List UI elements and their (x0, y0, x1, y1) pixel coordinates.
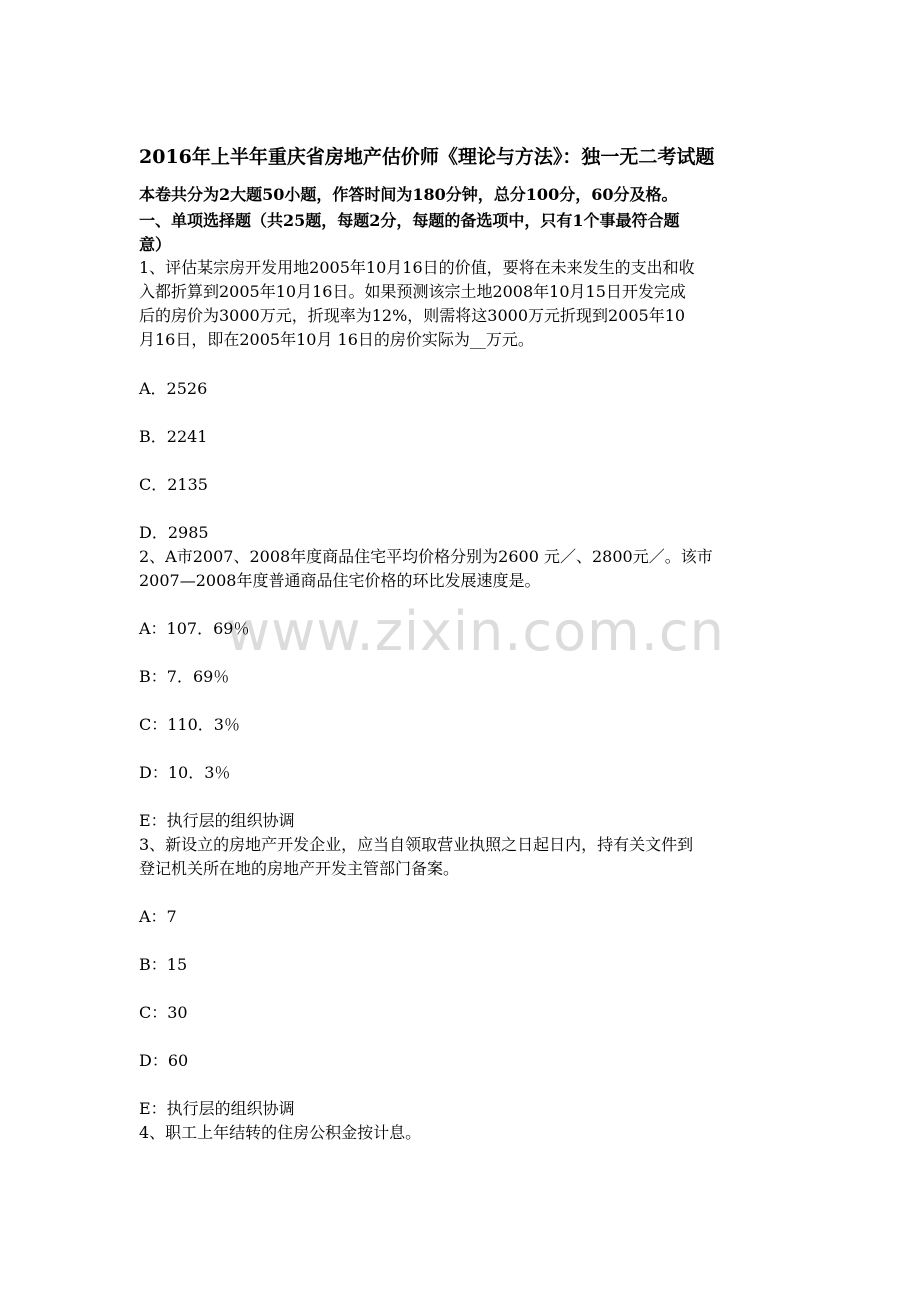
exam-intro: 本卷共分为2大题50小题，作答时间为180分钟，总分100分，60分及格。 (139, 185, 678, 204)
question-2-option-d: D：10．3％ (139, 763, 231, 782)
watermark: www.zixin.com.cn (226, 600, 725, 663)
question-1-option-b: B．2241 (139, 427, 208, 446)
question-3-option-e: E：执行层的组织协调 (139, 1099, 295, 1118)
question-4-text: 4、职工上年结转的住房公积金按计息。 (139, 1123, 422, 1142)
question-1-option-a: A．2526 (139, 379, 208, 398)
question-3-option-c: C：30 (139, 1003, 188, 1022)
question-1-option-d: D．2985 (139, 523, 209, 542)
document-title: 2016年上半年重庆省房地产估价师《理论与方法》：独一无二考试题 (139, 146, 715, 168)
question-2-option-e: E：执行层的组织协调 (139, 811, 295, 830)
question-3-option-d: D：60 (139, 1051, 189, 1070)
question-3-text: 3、新设立的房地产开发企业，应当自领取营业执照之日起日内，持有关文件到 登记机关所在地的房地产开发主管部门备案。 (139, 835, 694, 878)
question-3-option-b: B：15 (139, 955, 188, 974)
question-1-text: 1、评估某宗房开发用地2005年10月16日的价值，要将在未来发生的支出和收 入都折算到2005年10月16日。如果预测该宗土地2008年10月15日开发完成 后的房价为3000万元，折现率为12%，则需将这3000万元折现到2005年10 月16日，即在2005年10月 16日的房价实际为__万元。 (139, 258, 695, 349)
question-2-option-a: A：107．69％ (139, 619, 250, 638)
question-3-option-a: A：7 (139, 907, 177, 926)
section-heading: 一、单项选择题（共25题，每题2分，每题的备选项中，只有1个事最符合题 意） (139, 211, 680, 254)
question-2-option-b: B：7．69％ (139, 667, 230, 686)
question-1-option-c: C．2135 (139, 475, 208, 494)
question-2-option-c: C：110．3％ (139, 715, 240, 734)
question-2-text: 2、A市2007、2008年度商品住宅平均价格分别为2600 元／、2800元／。该市 2007—2008年度普通商品住宅价格的环比发展速度是。 (139, 547, 713, 590)
